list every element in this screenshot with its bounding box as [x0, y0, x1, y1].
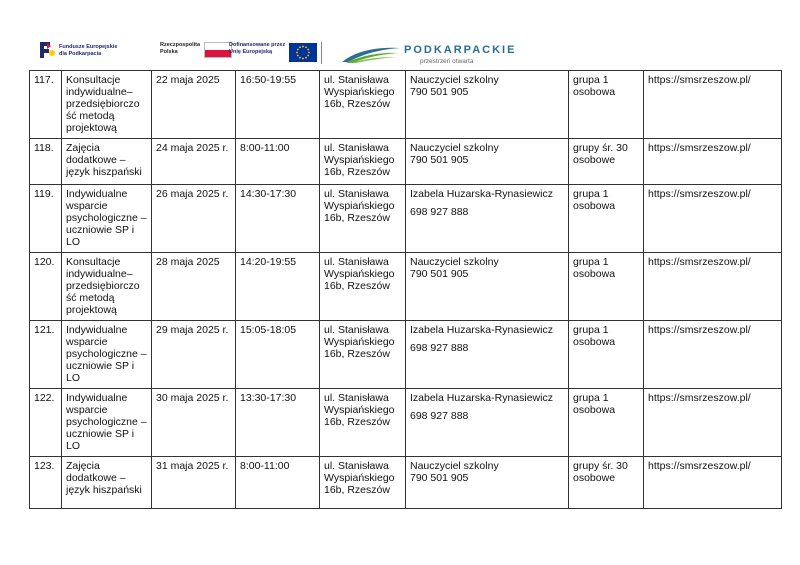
row-url-link[interactable]: https://smsrzeszow.pl/: [648, 188, 751, 200]
table-row: [30, 253, 782, 321]
row-time: 14:20-19:55: [240, 256, 297, 268]
rp-line2: Polska: [160, 49, 178, 55]
header-separator: [321, 42, 322, 64]
row-place: ul. Stanisława Wyspiańskiego 16b, Rzeszów: [324, 460, 395, 496]
row-place: ul. Stanisława Wyspiańskiego 16b, Rzeszów: [324, 392, 395, 428]
logo-unia-europejska: [229, 42, 317, 62]
cell-topic: [62, 321, 152, 389]
table-row: [30, 71, 782, 139]
row-group: grupy śr. 30 osobowe: [573, 142, 628, 166]
cell-date: [152, 71, 236, 139]
row-teacher: Nauczyciel szkolny: [410, 460, 499, 472]
row-number: 118.: [34, 142, 54, 154]
table-row: [30, 185, 782, 253]
row-topic: Zajęcia dodatkowe – język hiszpański: [66, 460, 142, 496]
cell-url: [644, 71, 782, 139]
cell-place: [320, 139, 406, 185]
row-place: ul. Stanisława Wyspiańskiego 16b, Rzeszów: [324, 256, 395, 292]
row-time: 8:00-11:00: [240, 142, 290, 154]
row-number: 117.: [34, 74, 54, 86]
cell-group: [569, 321, 644, 389]
cell-topic: [62, 389, 152, 457]
logo-rzeczpospolita: [160, 42, 232, 58]
row-phone: 790 501 905: [410, 268, 469, 280]
rp-line1: Rzeczpospolita: [160, 42, 201, 48]
cell-time: [236, 253, 320, 321]
row-date: 28 maja 2025: [156, 256, 220, 268]
row-number: 122.: [34, 392, 55, 404]
cell-date: [152, 389, 236, 457]
cell-topic: [62, 185, 152, 253]
row-group: grupa 1 osobowa: [573, 74, 616, 98]
page-header: [0, 0, 800, 70]
fe-line1: Fundusze Europejskie: [59, 44, 118, 50]
row-url-link[interactable]: https://smsrzeszow.pl/: [648, 460, 751, 472]
cell-url: [644, 139, 782, 185]
ue-line2: Unię Europejską: [229, 49, 273, 55]
row-url-link[interactable]: https://smsrzeszow.pl/: [648, 142, 751, 154]
cell-teacher: [406, 253, 569, 321]
row-group: grupy śr. 30 osobowe: [573, 460, 628, 484]
cell-number: [30, 389, 62, 457]
cell-place: [320, 71, 406, 139]
cell-number: [30, 253, 62, 321]
cell-teacher: [406, 457, 569, 509]
row-number: 123.: [34, 460, 55, 472]
polish-flag-icon: [204, 42, 232, 58]
row-date: 31 maja 2025 r.: [156, 460, 229, 472]
row-topic: Zajęcia dodatkowe – język hiszpański: [66, 142, 142, 178]
row-topic: Indywidualne wsparcie psychologiczne – uczniowie SP i LO: [66, 392, 147, 452]
row-phone: 698 927 888: [410, 206, 469, 218]
row-topic: Indywidualne wsparcie psychologiczne – uczniowie SP i LO: [66, 324, 147, 384]
row-number: 120.: [34, 256, 55, 268]
fe-logo-icon: [38, 40, 56, 60]
cell-group: [569, 185, 644, 253]
cell-time: [236, 389, 320, 457]
row-url-link[interactable]: https://smsrzeszow.pl/: [648, 74, 751, 86]
row-teacher: Izabela Huzarska-Rynasiewicz: [410, 392, 553, 404]
cell-teacher: [406, 139, 569, 185]
row-url-link[interactable]: https://smsrzeszow.pl/: [648, 324, 751, 336]
row-phone: 790 501 905: [410, 472, 469, 484]
row-group: grupa 1 osobowa: [573, 256, 616, 280]
row-url-link[interactable]: https://smsrzeszow.pl/: [648, 392, 751, 404]
row-teacher: Izabela Huzarska-Rynasiewicz: [410, 188, 553, 200]
row-teacher: Nauczyciel szkolny: [410, 142, 499, 154]
fe-line2: dla Podkarpacia: [59, 50, 102, 57]
schedule-table: [29, 70, 782, 509]
podkarpackie-name: PODKARPACKIE: [404, 44, 517, 56]
cell-number: [30, 71, 62, 139]
cell-group: [569, 71, 644, 139]
cell-time: [236, 139, 320, 185]
row-group: grupa 1 osobowa: [573, 324, 616, 348]
row-teacher: Nauczyciel szkolny: [410, 256, 499, 268]
cell-date: [152, 457, 236, 509]
cell-number: [30, 185, 62, 253]
cell-place: [320, 389, 406, 457]
cell-number: [30, 321, 62, 389]
cell-teacher: [406, 71, 569, 139]
logo-fundusze-europejskie: [38, 40, 117, 60]
cell-place: [320, 457, 406, 509]
table-row: [30, 139, 782, 185]
row-topic: Konsultacje indywidualne– przedsiębiorczo ść metodą projektową: [66, 74, 140, 134]
podkarpackie-swoosh-icon: [340, 42, 402, 64]
row-group: grupa 1 osobowa: [573, 188, 616, 212]
cell-number: [30, 457, 62, 509]
cell-time: [236, 71, 320, 139]
row-time: 8:00-11:00: [240, 460, 290, 472]
row-date: 24 maja 2025 r.: [156, 142, 229, 154]
cell-teacher: [406, 321, 569, 389]
podkarpackie-tagline: przestrzeń otwarta: [420, 58, 474, 65]
cell-topic: [62, 457, 152, 509]
row-place: ul. Stanisława Wyspiańskiego 16b, Rzeszów: [324, 142, 395, 178]
cell-teacher: [406, 389, 569, 457]
row-place: ul. Stanisława Wyspiańskiego 16b, Rzeszów: [324, 74, 395, 110]
row-time: 16:50-19:55: [240, 74, 297, 86]
row-date: 30 maja 2025 r.: [156, 392, 229, 404]
row-number: 121.: [34, 324, 55, 336]
row-date: 29 maja 2025 r.: [156, 324, 229, 336]
row-time: 13:30-17:30: [240, 392, 297, 404]
cell-place: [320, 321, 406, 389]
cell-date: [152, 139, 236, 185]
row-number: 119.: [34, 188, 54, 200]
cell-time: [236, 457, 320, 509]
cell-group: [569, 457, 644, 509]
cell-number: [30, 139, 62, 185]
eu-flag-icon: [289, 43, 317, 62]
ue-line1: Dofinansowane przez: [229, 42, 286, 48]
cell-topic: [62, 139, 152, 185]
cell-url: [644, 253, 782, 321]
cell-teacher: [406, 185, 569, 253]
row-group: grupa 1 osobowa: [573, 392, 616, 416]
cell-url: [644, 389, 782, 457]
row-time: 15:05-18:05: [240, 324, 297, 336]
table-row: [30, 389, 782, 457]
row-phone: 790 501 905: [410, 154, 469, 166]
cell-url: [644, 185, 782, 253]
cell-date: [152, 321, 236, 389]
cell-place: [320, 253, 406, 321]
row-teacher: Nauczyciel szkolny: [410, 74, 499, 86]
row-date: 26 maja 2025 r.: [156, 188, 229, 200]
row-place: ul. Stanisława Wyspiańskiego 16b, Rzeszów: [324, 188, 395, 224]
cell-url: [644, 457, 782, 509]
row-topic: Indywidualne wsparcie psychologiczne – uczniowie SP i LO: [66, 188, 147, 248]
cell-date: [152, 253, 236, 321]
cell-group: [569, 139, 644, 185]
table-row: [30, 321, 782, 389]
row-date: 22 maja 2025: [156, 74, 220, 86]
row-phone: 698 927 888: [410, 342, 469, 354]
row-phone: 790 501 905: [410, 86, 469, 98]
row-url-link[interactable]: https://smsrzeszow.pl/: [648, 256, 751, 268]
cell-group: [569, 253, 644, 321]
cell-time: [236, 185, 320, 253]
row-topic: Konsultacje indywidualne– przedsiębiorczo ść metodą projektową: [66, 256, 140, 316]
cell-url: [644, 321, 782, 389]
cell-topic: [62, 253, 152, 321]
cell-place: [320, 185, 406, 253]
table-row: [30, 457, 782, 509]
row-phone: 698 927 888: [410, 410, 469, 422]
cell-group: [569, 389, 644, 457]
cell-time: [236, 321, 320, 389]
row-teacher: Izabela Huzarska-Rynasiewicz: [410, 324, 553, 336]
cell-date: [152, 185, 236, 253]
cell-topic: [62, 71, 152, 139]
row-time: 14:30-17:30: [240, 188, 297, 200]
row-place: ul. Stanisława Wyspiańskiego 16b, Rzeszów: [324, 324, 395, 360]
